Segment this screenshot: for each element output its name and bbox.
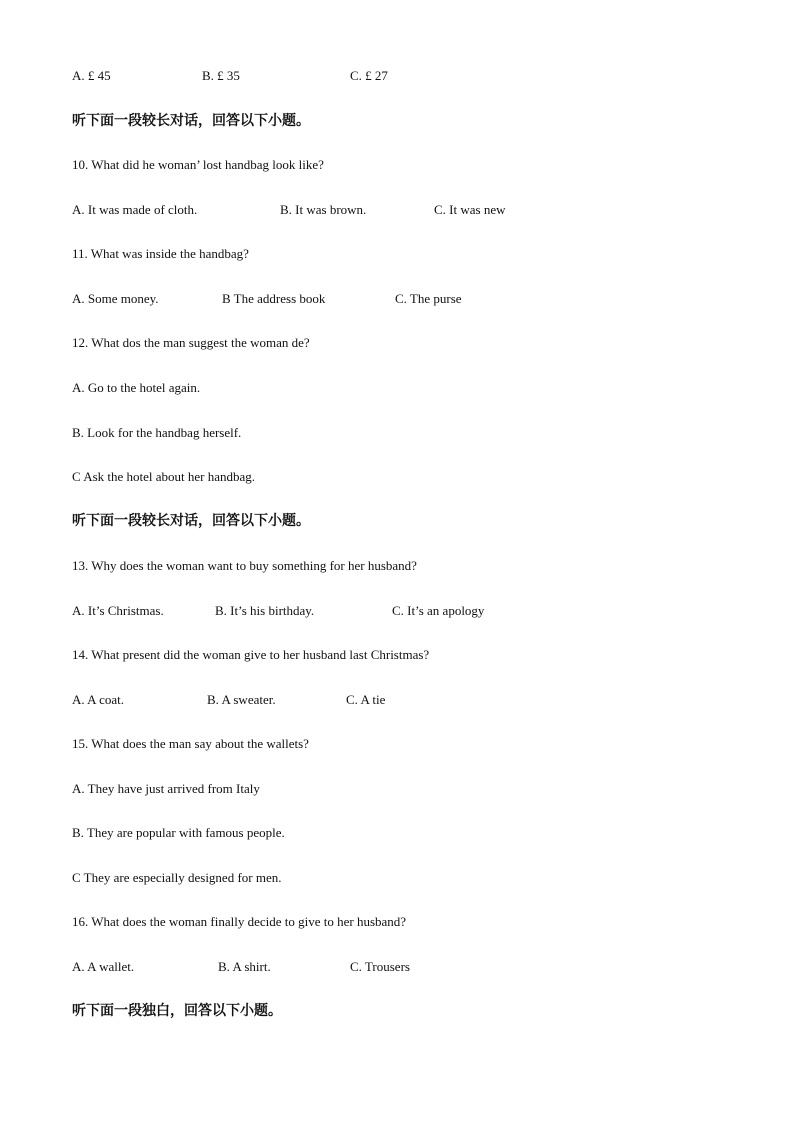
q10-question: 10. What did he woman’ lost handbag look like? <box>72 157 324 172</box>
q11-question: 11. What was inside the handbag? <box>72 246 249 261</box>
section-heading-dialogue-1: 听下面一段较长对话，回答以下小题。 <box>72 113 310 129</box>
q15-question: 15. What does the man say about the wallets? <box>72 736 309 751</box>
q11-option-a: A. Some money. <box>72 291 159 306</box>
q10-option-c: C. It was new <box>434 202 506 217</box>
q14-option-b: B. A sweater. <box>207 692 276 707</box>
q13-question: 13. Why does the woman want to buy something for her husband? <box>72 558 417 573</box>
q15-option-c: C They are especially designed for men. <box>72 870 282 885</box>
q16-option-c: C. Trousers <box>350 959 410 974</box>
q15-option-b: B. They are popular with famous people. <box>72 825 285 840</box>
section-heading-dialogue-2: 听下面一段较长对话，回答以下小题。 <box>72 513 310 529</box>
q11-option-b: B The address book <box>222 291 326 306</box>
q10-option-b: B. It was brown. <box>280 202 367 217</box>
q10-option-a: A. It was made of cloth. <box>72 202 198 217</box>
q14-question: 14. What present did the woman give to her husband last Christmas? <box>72 647 430 662</box>
q9-option-a: A. £ 45 <box>72 68 111 83</box>
q12-option-b: B. Look for the handbag herself. <box>72 425 242 440</box>
q14-option-c: C. A tie <box>346 692 386 707</box>
q16-question: 16. What does the woman finally decide to give to her husband? <box>72 914 407 929</box>
q12-option-c: C Ask the hotel about her handbag. <box>72 469 256 484</box>
q13-option-c: C. It’s an apology <box>392 603 485 618</box>
q12-option-a: A. Go to the hotel again. <box>72 380 201 395</box>
q12-question: 12. What dos the man suggest the woman de? <box>72 335 310 350</box>
q16-option-b: B. A shirt. <box>218 959 271 974</box>
q15-option-a: A. They have just arrived from Italy <box>72 781 260 796</box>
q9-option-b: B. £ 35 <box>202 68 240 83</box>
q9-option-c: C. £ 27 <box>350 68 388 83</box>
section-heading-monologue: 听下面一段独白，回答以下小题。 <box>72 1003 282 1019</box>
q11-option-c: C. The purse <box>395 291 462 306</box>
q14-option-a: A. A coat. <box>72 692 124 707</box>
q16-option-a: A. A wallet. <box>72 959 135 974</box>
q13-option-b: B. It’s his birthday. <box>215 603 315 618</box>
q13-option-a: A. It’s Christmas. <box>72 603 164 618</box>
